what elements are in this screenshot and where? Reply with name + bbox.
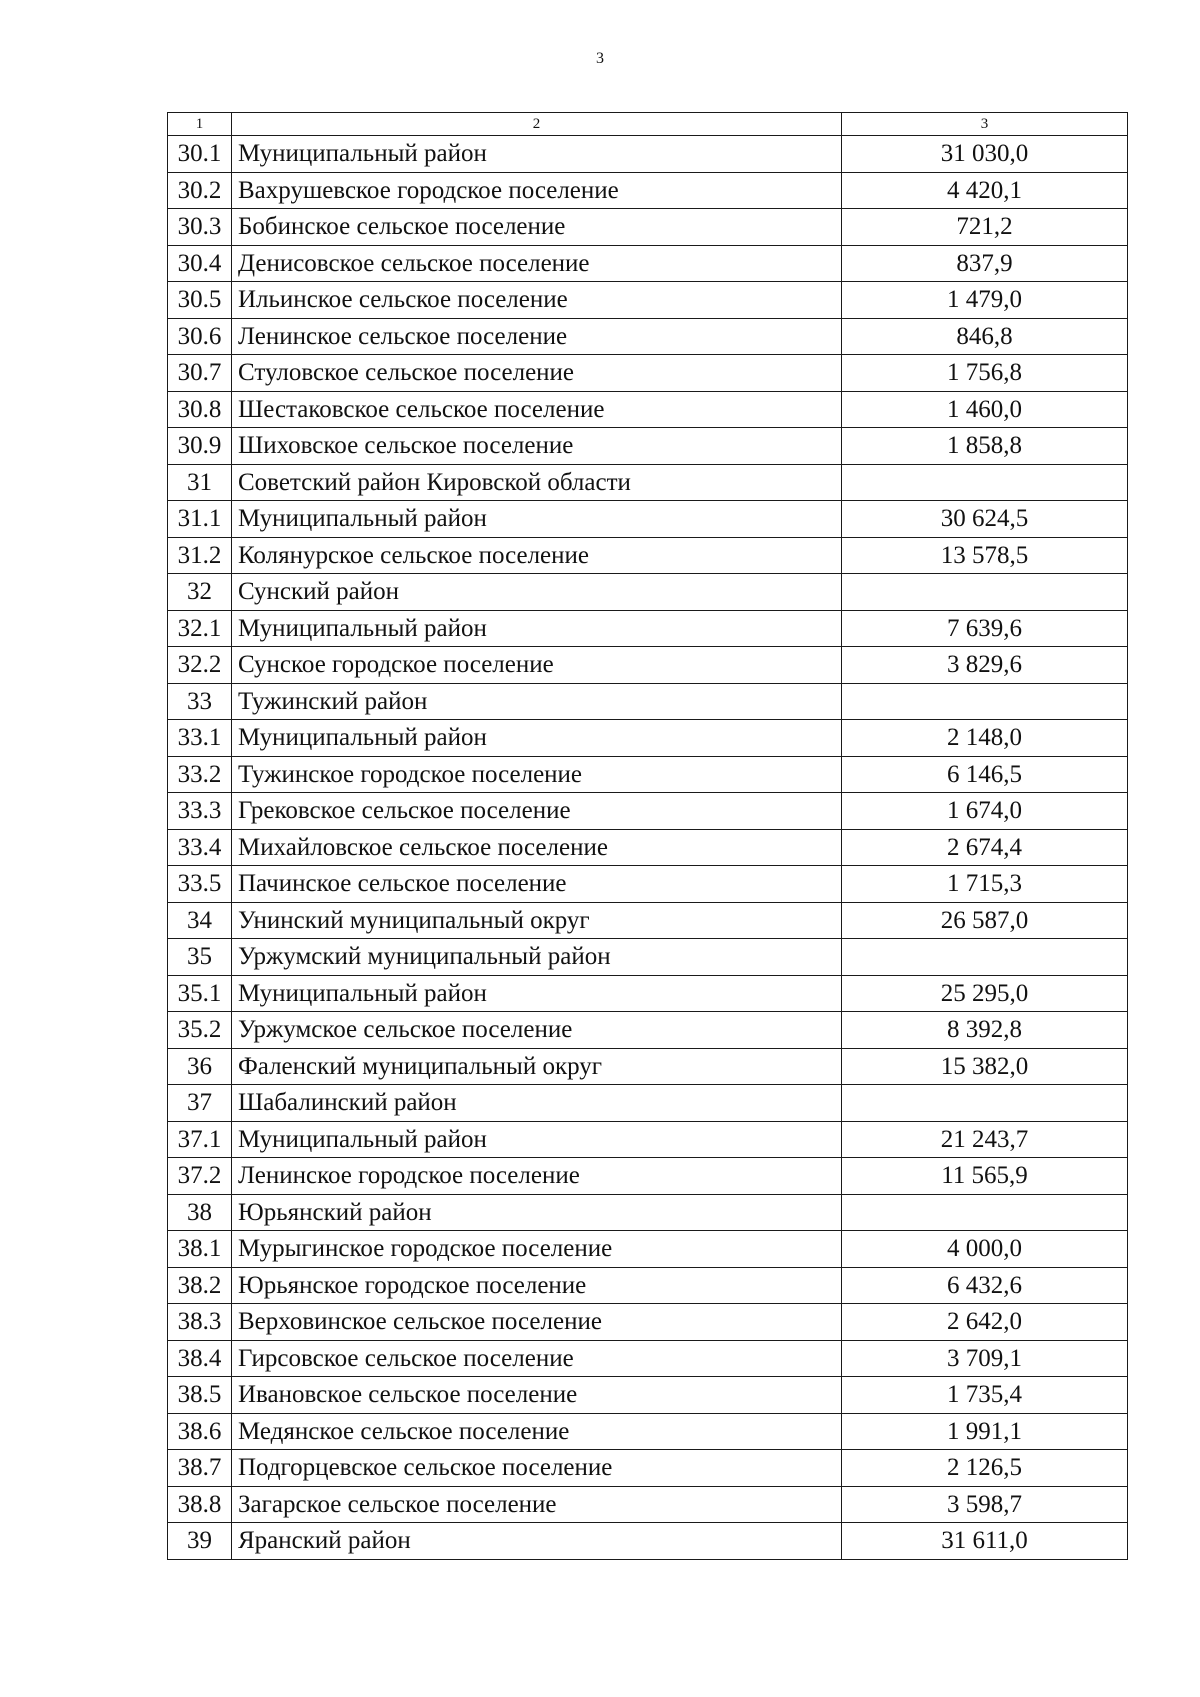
- row-name-cell: Муниципальный район: [232, 610, 842, 647]
- row-name-cell: Стуловское сельское поселение: [232, 355, 842, 392]
- row-amount-cell: [842, 1194, 1128, 1231]
- row-name-cell: Сунский район: [232, 574, 842, 611]
- row-name-cell: Юрьянский район: [232, 1194, 842, 1231]
- row-amount-cell: 13 578,5: [842, 537, 1128, 574]
- row-number-cell: 31.1: [168, 501, 232, 538]
- row-name-cell: Денисовское сельское поселение: [232, 245, 842, 282]
- row-name-cell: Пачинское сельское поселение: [232, 866, 842, 903]
- row-name-cell: Уржумское сельское поселение: [232, 1012, 842, 1049]
- row-number-cell: 37.1: [168, 1121, 232, 1158]
- row-amount-cell: 6 146,5: [842, 756, 1128, 793]
- row-name-cell: Загарское сельское поселение: [232, 1486, 842, 1523]
- row-number-cell: 30.3: [168, 209, 232, 246]
- table-row: [168, 1085, 1128, 1122]
- row-name-cell: Подгорцевское сельское поселение: [232, 1450, 842, 1487]
- row-amount-cell: 11 565,9: [842, 1158, 1128, 1195]
- row-name-cell: Ильинское сельское поселение: [232, 282, 842, 319]
- row-amount-cell: 846,8: [842, 318, 1128, 355]
- row-amount-cell: 1 460,0: [842, 391, 1128, 428]
- row-number-cell: 37.2: [168, 1158, 232, 1195]
- row-number-cell: 30.1: [168, 136, 232, 173]
- row-name-cell: Ленинское городское поселение: [232, 1158, 842, 1195]
- row-amount-cell: 31 611,0: [842, 1523, 1128, 1560]
- row-name-cell: Бобинское сельское поселение: [232, 209, 842, 246]
- row-number-cell: 32: [168, 574, 232, 611]
- row-amount-cell: 721,2: [842, 209, 1128, 246]
- row-amount-cell: 21 243,7: [842, 1121, 1128, 1158]
- row-number-cell: 38.8: [168, 1486, 232, 1523]
- row-number-cell: 34: [168, 902, 232, 939]
- header-col-name: 2: [232, 113, 842, 136]
- row-number-cell: 30.5: [168, 282, 232, 319]
- row-amount-cell: 4 420,1: [842, 172, 1128, 209]
- table-row: [168, 829, 1128, 866]
- row-number-cell: 30.2: [168, 172, 232, 209]
- row-amount-cell: 1 756,8: [842, 355, 1128, 392]
- table-row: [168, 975, 1128, 1012]
- table-row: [168, 610, 1128, 647]
- row-name-cell: Советский район Кировской области: [232, 464, 842, 501]
- table-row: [168, 428, 1128, 465]
- row-name-cell: Колянурское сельское поселение: [232, 537, 842, 574]
- row-number-cell: 38.7: [168, 1450, 232, 1487]
- header-row: [168, 113, 1128, 136]
- row-number-cell: 37: [168, 1085, 232, 1122]
- row-number-cell: 38.1: [168, 1231, 232, 1268]
- row-number-cell: 31: [168, 464, 232, 501]
- row-name-cell: Шестаковское сельское поселение: [232, 391, 842, 428]
- row-amount-cell: [842, 1085, 1128, 1122]
- row-name-cell: Тужинский район: [232, 683, 842, 720]
- row-name-cell: Муниципальный район: [232, 501, 842, 538]
- table-row: [168, 1377, 1128, 1414]
- row-number-cell: 30.9: [168, 428, 232, 465]
- row-amount-cell: 1 735,4: [842, 1377, 1128, 1414]
- row-number-cell: 33.1: [168, 720, 232, 757]
- row-name-cell: Михайловское сельское поселение: [232, 829, 842, 866]
- table-row: [168, 1304, 1128, 1341]
- row-number-cell: 33.2: [168, 756, 232, 793]
- table-row: [168, 574, 1128, 611]
- table-row: [168, 1523, 1128, 1560]
- table-header: [168, 113, 1128, 136]
- table-row: [168, 1231, 1128, 1268]
- row-number-cell: 31.2: [168, 537, 232, 574]
- row-number-cell: 33.4: [168, 829, 232, 866]
- row-number-cell: 32.1: [168, 610, 232, 647]
- table-row: [168, 391, 1128, 428]
- row-amount-cell: 30 624,5: [842, 501, 1128, 538]
- row-amount-cell: 1 991,1: [842, 1413, 1128, 1450]
- row-amount-cell: 1 479,0: [842, 282, 1128, 319]
- row-number-cell: 38.5: [168, 1377, 232, 1414]
- row-amount-cell: 8 392,8: [842, 1012, 1128, 1049]
- row-name-cell: Тужинское городское поселение: [232, 756, 842, 793]
- row-number-cell: 38.2: [168, 1267, 232, 1304]
- row-amount-cell: [842, 939, 1128, 976]
- header-col-amount: 3: [842, 113, 1128, 136]
- row-number-cell: 30.4: [168, 245, 232, 282]
- table-body: [168, 136, 1128, 1560]
- row-name-cell: Шабалинский район: [232, 1085, 842, 1122]
- row-name-cell: Уржумский муниципальный район: [232, 939, 842, 976]
- table-row: [168, 1486, 1128, 1523]
- row-name-cell: Яранский район: [232, 1523, 842, 1560]
- row-name-cell: Сунское городское поселение: [232, 647, 842, 684]
- table-row: [168, 209, 1128, 246]
- table-row: [168, 355, 1128, 392]
- table-row: [168, 647, 1128, 684]
- row-number-cell: 35: [168, 939, 232, 976]
- table-row: [168, 172, 1128, 209]
- row-number-cell: 33: [168, 683, 232, 720]
- table-row: [168, 318, 1128, 355]
- row-number-cell: 32.2: [168, 647, 232, 684]
- table-row: [168, 1413, 1128, 1450]
- row-amount-cell: 3 829,6: [842, 647, 1128, 684]
- budget-table: [167, 112, 1128, 1560]
- row-number-cell: 33.5: [168, 866, 232, 903]
- row-amount-cell: 26 587,0: [842, 902, 1128, 939]
- row-number-cell: 38: [168, 1194, 232, 1231]
- table-row: [168, 1340, 1128, 1377]
- row-number-cell: 35.1: [168, 975, 232, 1012]
- row-amount-cell: 25 295,0: [842, 975, 1128, 1012]
- row-amount-cell: 31 030,0: [842, 136, 1128, 173]
- table-row: [168, 866, 1128, 903]
- table-row: [168, 683, 1128, 720]
- table-row: [168, 720, 1128, 757]
- row-name-cell: Грековское сельское поселение: [232, 793, 842, 830]
- row-name-cell: Муниципальный район: [232, 1121, 842, 1158]
- row-number-cell: 30.7: [168, 355, 232, 392]
- row-amount-cell: 1 715,3: [842, 866, 1128, 903]
- row-amount-cell: [842, 683, 1128, 720]
- table-row: [168, 1121, 1128, 1158]
- table-row: [168, 1450, 1128, 1487]
- row-name-cell: Медянское сельское поселение: [232, 1413, 842, 1450]
- row-name-cell: Вахрушевское городское поселение: [232, 172, 842, 209]
- row-name-cell: Гирсовское сельское поселение: [232, 1340, 842, 1377]
- table-row: [168, 136, 1128, 173]
- row-amount-cell: 1 858,8: [842, 428, 1128, 465]
- row-amount-cell: 15 382,0: [842, 1048, 1128, 1085]
- row-name-cell: Мурыгинское городское поселение: [232, 1231, 842, 1268]
- row-name-cell: Муниципальный район: [232, 720, 842, 757]
- table-row: [168, 1048, 1128, 1085]
- row-amount-cell: 1 674,0: [842, 793, 1128, 830]
- header-col-number: 1: [168, 113, 232, 136]
- row-amount-cell: 6 432,6: [842, 1267, 1128, 1304]
- row-amount-cell: 2 148,0: [842, 720, 1128, 757]
- row-number-cell: 39: [168, 1523, 232, 1560]
- row-number-cell: 30.6: [168, 318, 232, 355]
- row-name-cell: Верховинское сельское поселение: [232, 1304, 842, 1341]
- table-row: [168, 464, 1128, 501]
- table-row: [168, 793, 1128, 830]
- row-number-cell: 35.2: [168, 1012, 232, 1049]
- row-amount-cell: 2 126,5: [842, 1450, 1128, 1487]
- row-amount-cell: 3 598,7: [842, 1486, 1128, 1523]
- row-name-cell: Муниципальный район: [232, 975, 842, 1012]
- table-row: [168, 902, 1128, 939]
- row-amount-cell: 837,9: [842, 245, 1128, 282]
- table-row: [168, 1012, 1128, 1049]
- row-name-cell: Фаленский муниципальный округ: [232, 1048, 842, 1085]
- row-amount-cell: [842, 464, 1128, 501]
- row-name-cell: Муниципальный район: [232, 136, 842, 173]
- row-number-cell: 38.4: [168, 1340, 232, 1377]
- table-row: [168, 501, 1128, 538]
- row-amount-cell: 2 674,4: [842, 829, 1128, 866]
- row-amount-cell: 2 642,0: [842, 1304, 1128, 1341]
- row-number-cell: 30.8: [168, 391, 232, 428]
- row-amount-cell: [842, 574, 1128, 611]
- row-name-cell: Унинский муниципальный округ: [232, 902, 842, 939]
- row-amount-cell: 7 639,6: [842, 610, 1128, 647]
- table-row: [168, 939, 1128, 976]
- table-row: [168, 756, 1128, 793]
- row-name-cell: Ивановское сельское поселение: [232, 1377, 842, 1414]
- row-name-cell: Ленинское сельское поселение: [232, 318, 842, 355]
- table-row: [168, 282, 1128, 319]
- row-name-cell: Шиховское сельское поселение: [232, 428, 842, 465]
- row-number-cell: 33.3: [168, 793, 232, 830]
- row-amount-cell: 3 709,1: [842, 1340, 1128, 1377]
- table-row: [168, 245, 1128, 282]
- row-amount-cell: 4 000,0: [842, 1231, 1128, 1268]
- table-row: [168, 1158, 1128, 1195]
- row-number-cell: 36: [168, 1048, 232, 1085]
- row-name-cell: Юрьянское городское поселение: [232, 1267, 842, 1304]
- row-number-cell: 38.3: [168, 1304, 232, 1341]
- row-number-cell: 38.6: [168, 1413, 232, 1450]
- table-row: [168, 1194, 1128, 1231]
- page-number: 3: [596, 50, 604, 67]
- table-row: [168, 537, 1128, 574]
- table-row: [168, 1267, 1128, 1304]
